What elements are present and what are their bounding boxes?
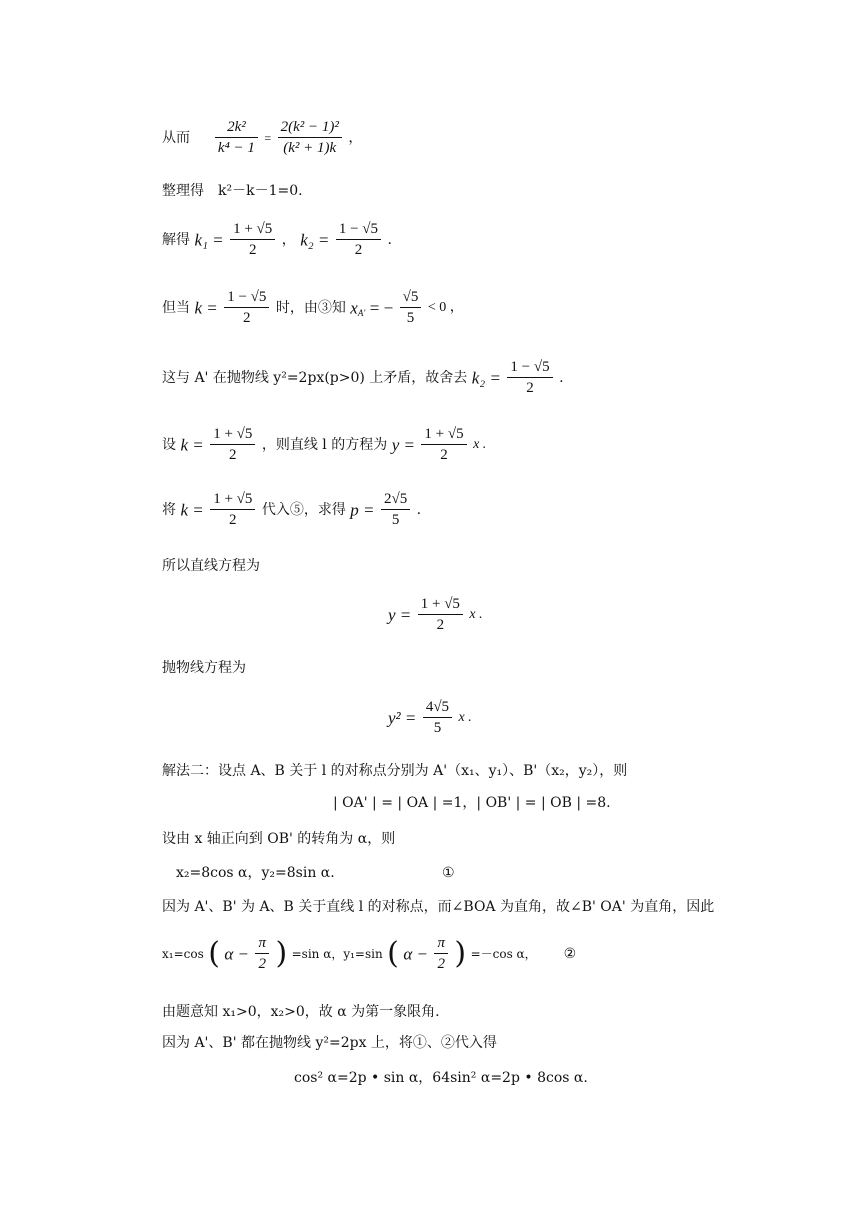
line-17-c: =－cos α， <box>470 947 537 961</box>
denominator: 2 <box>229 512 237 528</box>
line-4-mid: 时，由③知 <box>275 300 346 316</box>
line-7 <box>162 492 421 528</box>
punct: ， <box>348 130 363 146</box>
punct: ， <box>281 232 296 248</box>
right-paren: ) <box>454 936 467 971</box>
fraction <box>210 492 255 528</box>
y-label: y = <box>388 605 412 625</box>
fraction <box>210 427 255 463</box>
y-squared-label: y² = <box>388 708 417 728</box>
fraction <box>255 936 269 972</box>
line-17-a: x₁=cos <box>162 947 204 961</box>
line-7-prefix: 将 <box>162 502 176 518</box>
line-6-mid: ，则直线 l 的方程为 <box>261 437 388 453</box>
line-6-prefix: 设 <box>162 437 176 453</box>
line-1 <box>162 120 362 156</box>
numerator: 1 − √5 <box>336 222 381 240</box>
denominator: 2 <box>526 380 534 396</box>
k2-label: k₂ = <box>471 368 501 388</box>
line-15-text: x₂=8cos α，y₂=8sin α. <box>176 865 335 881</box>
fraction <box>421 427 466 463</box>
k-label: k = <box>180 435 204 455</box>
line-11 <box>388 700 472 736</box>
line-2: 整理得 k²－k－1=0. <box>162 183 303 199</box>
line-4-end: < 0 ， <box>427 300 464 315</box>
alpha-minus: α − <box>403 944 428 964</box>
equation-tag: ② <box>563 946 577 962</box>
punct: . <box>416 502 422 518</box>
denominator: 5 <box>391 512 400 528</box>
numerator: 1 − √5 <box>507 360 552 378</box>
denominator: (k² + 1)k <box>283 140 337 156</box>
denominator: 2 <box>440 447 448 463</box>
k2-label: k₂ = <box>300 230 330 250</box>
fraction <box>507 360 552 396</box>
numerator: 1 + √5 <box>421 427 466 445</box>
punct: . <box>559 370 564 386</box>
numerator: 1 + √5 <box>230 222 275 240</box>
line-6 <box>162 427 486 463</box>
fraction <box>224 290 269 326</box>
numerator: 2√5 <box>381 492 410 510</box>
right-paren: ) <box>275 936 288 971</box>
denominator: 2 <box>258 956 266 972</box>
fraction <box>230 222 275 258</box>
line-7-mid: 代入⑤，求得 <box>261 502 346 518</box>
numerator: √5 <box>400 290 422 308</box>
line-5-text: 这与 A' 在抛物线 y²=2px(p>0) 上矛盾，故舍去 <box>162 370 468 386</box>
line-15 <box>176 865 455 881</box>
numerator: π <box>255 936 269 954</box>
fraction <box>215 120 258 156</box>
line-6-end: x . <box>473 437 487 452</box>
denominator: 5 <box>406 310 415 326</box>
denominator: 2 <box>436 617 445 633</box>
line-3 <box>162 222 392 258</box>
equals: = <box>264 131 272 145</box>
denominator: 2 <box>354 242 363 258</box>
fraction <box>278 120 342 156</box>
fraction <box>434 936 448 972</box>
fraction <box>418 597 463 633</box>
left-paren: ( <box>387 936 399 971</box>
line-8: 所以直线方程为 <box>162 558 260 574</box>
line-1-prefix: 从而 <box>162 130 190 146</box>
line-18: 由题意知 x₁>0，x₂>0，故 α 为第一象限角. <box>162 1004 440 1020</box>
alpha-minus: α − <box>224 944 250 964</box>
line-19: 因为 A'、B' 都在抛物线 y²=2px 上，将①、②代入得 <box>162 1035 497 1051</box>
numerator: 1 − √5 <box>224 290 269 308</box>
denominator: k⁴ − 1 <box>217 140 255 156</box>
p-label: p = <box>350 500 375 520</box>
line-9 <box>388 597 483 633</box>
fraction <box>381 492 410 528</box>
k-label: k = <box>180 500 204 520</box>
line-4 <box>162 290 464 326</box>
numerator: 1 + √5 <box>210 427 255 445</box>
k1-label: k₁ = <box>194 230 224 250</box>
numerator: 2(k² − 1)² <box>278 120 342 138</box>
fraction <box>423 700 452 736</box>
line-17 <box>162 936 576 972</box>
line-16: 因为 A'、B' 为 A、B 关于直线 l 的对称点，而∠BOA 为直角，故∠B' OA' 为直角，因此 <box>162 899 715 915</box>
line-12: 解法二：设点 A、B 关于 l 的对称点分别为 A'（x₁、y₁）、B'（x₂，y₂），则 <box>162 763 628 779</box>
x-var: x <box>350 298 358 318</box>
line-20: cos² α=2p • sin α，64sin² α=2p • 8cos α. <box>294 1070 588 1086</box>
numerator: 1 + √5 <box>418 597 463 615</box>
equation-tag: ① <box>442 865 455 881</box>
numerator: π <box>434 936 448 954</box>
denominator: 2 <box>248 242 257 258</box>
denominator: 5 <box>433 720 442 736</box>
numerator: 4√5 <box>423 700 452 718</box>
punct: . <box>387 232 392 248</box>
y-label: y = <box>391 435 415 455</box>
k-label: k = <box>194 298 218 318</box>
left-paren: ( <box>208 936 220 971</box>
line-3-prefix: 解得 <box>162 232 190 248</box>
line-11-end: x . <box>458 710 472 725</box>
fraction <box>400 290 422 326</box>
line-17-b: =sin α，y₁=sin <box>291 947 383 961</box>
line-9-end: x . <box>469 607 483 622</box>
line-4-prefix: 但当 <box>162 300 190 316</box>
denominator: 2 <box>243 310 251 326</box>
fraction <box>336 222 381 258</box>
denominator: 2 <box>229 447 237 463</box>
line-5 <box>162 360 564 396</box>
subscript: A' <box>357 307 366 318</box>
numerator: 2k² <box>215 120 258 138</box>
line-14: 设由 x 轴正向到 OB' 的转角为 α，则 <box>162 831 396 847</box>
equals: = − <box>369 298 394 318</box>
denominator: 2 <box>437 956 445 972</box>
numerator: 1 + √5 <box>210 492 255 510</box>
line-10: 抛物线方程为 <box>162 660 246 676</box>
line-13: | OA' | = | OA | =1，| OB' | = | OB | =8. <box>333 795 611 811</box>
